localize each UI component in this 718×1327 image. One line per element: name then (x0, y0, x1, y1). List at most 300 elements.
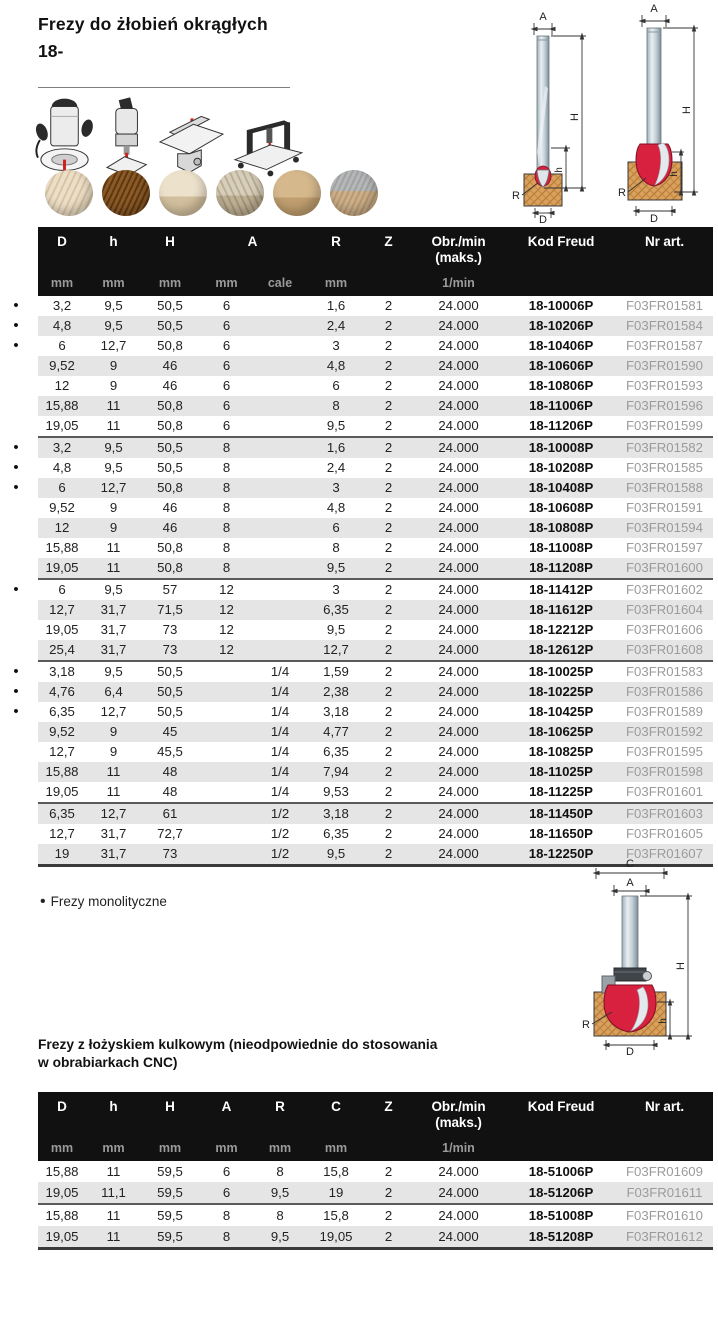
cell-kod: 18-10025P (528, 663, 594, 679)
cell-ac (254, 498, 306, 518)
cell-r: 3 (332, 337, 340, 353)
table-row (38, 376, 713, 396)
cell-rpm: 24.000 (438, 641, 479, 657)
cell-ac (254, 336, 306, 356)
monolithic-bullet-icon: • (13, 336, 19, 354)
cell-z: 2 (384, 439, 393, 455)
cell-am (199, 824, 254, 844)
cell-hh: 50,5 (157, 317, 183, 333)
cell-rpm: 24.000 (438, 825, 479, 841)
cell-hh: 50,5 (157, 683, 183, 699)
cell-am: 6 (222, 357, 231, 373)
cell-z: 2 (384, 621, 393, 637)
cell-r: 6 (332, 519, 340, 535)
section2-heading: Frezy z łożyskiem kulkowym (nieodpowiednie do stosowania w obrabiarkach CNC) (38, 1037, 438, 1070)
cell-nr: F03FR01606 (626, 621, 703, 637)
cell-kod: 18-10806P (528, 377, 594, 393)
cell-kod: 18-51206P (528, 1184, 594, 1200)
cell-hh: 59,5 (157, 1207, 183, 1223)
cell-ac (254, 458, 306, 478)
cell-ac: 1/2 (270, 845, 290, 861)
cell-d: 9,52 (49, 357, 75, 373)
col-c: C (331, 1099, 341, 1114)
unit-hh: mm (158, 1140, 182, 1155)
cell-z: 2 (384, 763, 393, 779)
col-hh: H (165, 234, 175, 249)
dim-label-H: H (569, 113, 581, 121)
cell-h: 11 (106, 397, 121, 413)
table-row (13, 702, 713, 722)
units-row (38, 276, 713, 290)
cell-nr: F03FR01611 (626, 1184, 703, 1200)
monolithic-bullet-icon: • (13, 702, 19, 720)
cell-a: 8 (222, 1228, 231, 1244)
cell-nr: F03FR01593 (626, 377, 703, 393)
cell-h: 9,5 (104, 459, 123, 475)
cell-ac: 1/2 (270, 825, 290, 841)
unit-rpm: 1/min (442, 1140, 475, 1155)
cell-d: 4,8 (52, 317, 72, 333)
cell-hh: 46 (162, 519, 178, 535)
cell-am (199, 682, 254, 702)
cell-hh: 50,5 (157, 297, 183, 313)
cell-rpm: 24.000 (438, 805, 479, 821)
cell-rpm: 24.000 (438, 783, 479, 799)
bearing-bits-table (38, 1092, 713, 1250)
table-row (13, 296, 713, 316)
cell-ac (254, 538, 306, 558)
cell-z: 2 (384, 1163, 393, 1179)
cell-r: 3,18 (323, 805, 349, 821)
cell-z: 2 (384, 519, 393, 535)
cell-hh: 73 (162, 641, 178, 657)
table-row (13, 336, 713, 356)
cell-nr: F03FR01584 (626, 317, 703, 333)
cell-kod: 18-10225P (528, 683, 594, 699)
table-row (38, 620, 713, 640)
dim-label-d: D (539, 214, 547, 224)
cell-kod: 18-11612P (529, 601, 593, 617)
cell-a: 8 (222, 1207, 231, 1223)
dim-label-d: D (650, 213, 658, 224)
cell-rpm: 24.000 (438, 559, 479, 575)
cell-rpm: 24.000 (438, 601, 479, 617)
cell-r: 6,35 (323, 825, 349, 841)
cell-am: 8 (222, 479, 231, 495)
cell-hh: 50,5 (157, 439, 183, 455)
monolithic-bullet-icon: • (13, 682, 19, 700)
cell-d: 12,7 (49, 743, 75, 759)
cell-d: 6 (58, 581, 66, 597)
cell-r: 3,18 (323, 703, 349, 719)
cell-z: 2 (384, 641, 393, 657)
table-row (38, 518, 713, 538)
cell-ac: 1/4 (270, 663, 290, 679)
trim-router-icon (103, 96, 150, 180)
cell-kod: 18-11206P (529, 417, 593, 433)
cell-hh: 61 (162, 805, 178, 821)
cell-rpm: 24.000 (438, 417, 479, 433)
cell-rpm: 24.000 (438, 683, 479, 699)
cell-z: 2 (384, 663, 393, 679)
cell-kod: 18-10208P (528, 459, 594, 475)
cell-r: 9,5 (270, 1184, 290, 1200)
col-d: D (57, 1099, 67, 1114)
cell-kod: 18-10425P (528, 703, 594, 719)
cell-rpm: 24.000 (438, 439, 479, 455)
cell-rpm: 24.000 (438, 459, 479, 475)
col-rpm: Obr./min (maks.) (431, 1099, 486, 1131)
cell-kod: 18-51006P (528, 1163, 594, 1179)
cell-nr: F03FR01586 (626, 683, 703, 699)
cell-rpm: 24.000 (438, 519, 479, 535)
cell-z: 2 (384, 377, 393, 393)
col-nr: Nr art. (644, 234, 685, 249)
cell-nr: F03FR01609 (626, 1163, 703, 1179)
cell-am: 6 (222, 337, 231, 353)
cell-h: 11 (106, 539, 121, 555)
cell-kod: 18-10008P (528, 439, 594, 455)
cell-h: 6,4 (104, 683, 123, 699)
dim-label-a: A (626, 877, 634, 889)
cell-z: 2 (384, 805, 393, 821)
cell-r: 2,4 (326, 459, 346, 475)
table-row (38, 356, 713, 376)
cell-z: 2 (384, 683, 393, 699)
router-table-icon (158, 102, 225, 180)
monolithic-bullet-icon: • (13, 478, 19, 496)
table-row (38, 782, 713, 804)
cell-z: 2 (384, 601, 393, 617)
cell-r: 9,5 (326, 845, 346, 861)
cell-d: 19,05 (45, 783, 79, 799)
cell-r: 2,38 (323, 683, 349, 699)
cell-ac (254, 316, 306, 336)
cell-kod: 18-10608P (528, 499, 594, 515)
cell-nr: F03FR01603 (626, 805, 703, 821)
cell-rpm: 24.000 (438, 663, 479, 679)
table-row (38, 416, 713, 438)
cell-nr: F03FR01587 (626, 337, 703, 353)
cell-h: 9 (109, 377, 118, 393)
unit-a-cale: cale (267, 275, 293, 290)
table-row (13, 316, 713, 336)
dim-label-r: R (512, 190, 520, 202)
cell-rpm: 24.000 (438, 1207, 479, 1223)
unit-hh: mm (158, 275, 182, 290)
cell-a: 6 (222, 1163, 231, 1179)
col-a: A (221, 1099, 232, 1114)
cell-h: 11 (106, 783, 121, 799)
cell-d: 15,88 (45, 1163, 79, 1179)
cell-rpm: 24.000 (438, 723, 479, 739)
col-nr: Nr art. (644, 1099, 685, 1114)
cell-kod: 18-10206P (528, 317, 594, 333)
table-row (38, 742, 713, 762)
cell-nr: F03FR01595 (626, 743, 703, 759)
cell-am: 12 (219, 621, 234, 637)
cell-hh: 71,5 (157, 601, 183, 617)
cell-rpm: 24.000 (438, 397, 479, 413)
cell-hh: 48 (162, 763, 178, 779)
cell-h: 9 (109, 357, 118, 373)
cell-am: 6 (222, 377, 231, 393)
cell-nr: F03FR01597 (626, 539, 703, 555)
laminated-board-swatch-icon (330, 170, 378, 216)
col-hh: H (165, 1099, 175, 1114)
cell-d: 19,05 (45, 1184, 79, 1200)
cell-h: 9 (109, 743, 118, 759)
cell-nr: F03FR01602 (626, 581, 703, 597)
plunge-router-icon (34, 94, 95, 180)
dim-label-H: H (675, 962, 687, 970)
cell-z: 2 (384, 479, 393, 495)
table-row (13, 662, 713, 682)
cell-am: 12 (219, 601, 234, 617)
cell-am: 12 (219, 641, 234, 657)
cell-ac (254, 356, 306, 376)
cell-rpm: 24.000 (438, 763, 479, 779)
cell-r: 9,5 (326, 621, 346, 637)
cell-kod: 18-11225P (529, 783, 593, 799)
hardwood-swatch-icon (102, 170, 150, 216)
page-title: Frezy do żłobień okrągłych (38, 14, 268, 34)
cell-nr: F03FR01591 (626, 499, 703, 515)
monolithic-note: • Frezy monolityczne (40, 893, 167, 910)
cell-am (199, 762, 254, 782)
cell-kod: 18-11008P (529, 539, 593, 555)
cell-h: 9 (109, 499, 118, 515)
groove-bits-table (13, 227, 713, 867)
cell-d: 19 (54, 845, 70, 861)
dim-label-h: h (554, 167, 565, 173)
cell-h: 9,5 (104, 439, 123, 455)
cell-ac (254, 518, 306, 538)
mdf-swatch-icon (273, 170, 321, 216)
cell-am (199, 742, 254, 762)
cell-h: 31,7 (100, 825, 127, 841)
cell-ac: 1/4 (270, 763, 290, 779)
cell-kod: 18-12612P (528, 641, 594, 657)
col-r: R (275, 1099, 285, 1114)
cell-r: 8 (276, 1163, 284, 1179)
cell-hh: 50,5 (157, 459, 183, 475)
table-row (38, 804, 713, 824)
cell-z: 2 (384, 539, 393, 555)
cell-z: 2 (384, 581, 393, 597)
cell-nr: F03FR01590 (626, 357, 703, 373)
cell-z: 2 (384, 357, 393, 373)
unit-r: mm (268, 1140, 292, 1155)
unit-r: mm (324, 275, 348, 290)
cell-ac: 1/4 (270, 743, 290, 759)
cell-am (199, 844, 254, 864)
cell-h: 31,7 (100, 621, 127, 637)
cell-h: 9,5 (104, 663, 123, 679)
cell-nr: F03FR01600 (626, 559, 703, 575)
cell-r: 12,7 (323, 641, 349, 657)
cell-z: 2 (384, 1228, 393, 1244)
cell-r: 1,6 (326, 297, 346, 313)
table-row (13, 580, 713, 600)
col-z: Z (384, 234, 393, 249)
cell-am: 12 (219, 581, 234, 597)
cell-r: 3 (332, 479, 340, 495)
cell-h: 11 (106, 559, 121, 575)
cell-d: 15,88 (45, 763, 79, 779)
cell-ac: 1/4 (270, 783, 290, 799)
cell-z: 2 (384, 743, 393, 759)
cell-nr: F03FR01596 (626, 397, 703, 413)
cell-h: 11 (106, 1228, 121, 1244)
cell-hh: 48 (162, 783, 178, 799)
cell-r: 4,8 (326, 357, 346, 373)
table-row (13, 438, 713, 458)
cell-h: 12,7 (100, 703, 127, 719)
table-row (38, 396, 713, 416)
cell-hh: 50,8 (157, 397, 183, 413)
table-row (38, 1161, 713, 1182)
cell-kod: 18-11412P (529, 581, 593, 597)
softwood-swatch-icon (45, 170, 93, 216)
cell-am: 6 (222, 317, 231, 333)
cell-h: 11 (106, 763, 121, 779)
unit-a-mm: mm (215, 275, 238, 290)
table-row (13, 682, 713, 702)
cell-hh: 46 (162, 357, 178, 373)
cell-ac: 1/4 (270, 703, 290, 719)
cell-rpm: 24.000 (438, 479, 479, 495)
cell-nr: F03FR01612 (626, 1228, 703, 1244)
monolithic-bullet-icon: • (13, 438, 19, 456)
cell-kod: 18-11208P (529, 559, 593, 575)
cell-r: 9,53 (323, 783, 349, 799)
cell-z: 2 (384, 1207, 393, 1223)
col-d: D (57, 234, 67, 249)
dim-label-H: H (681, 106, 693, 114)
cell-ac (254, 296, 306, 316)
cell-d: 15,88 (45, 1207, 79, 1223)
machine-icons (34, 92, 304, 180)
cell-rpm: 24.000 (438, 1184, 479, 1200)
series-number: 18- (38, 41, 64, 61)
cell-h: 9 (109, 723, 118, 739)
cell-nr: F03FR01598 (626, 763, 703, 779)
cell-ac: 1/2 (270, 805, 290, 821)
cell-d: 3,2 (52, 297, 72, 313)
cell-hh: 50,5 (157, 663, 183, 679)
unit-rpm: 1/min (442, 275, 475, 290)
cell-am: 6 (222, 297, 231, 313)
cell-hh: 50,8 (157, 559, 183, 575)
cell-kod: 18-12212P (528, 621, 594, 637)
cell-ac (254, 580, 306, 600)
cell-hh: 46 (162, 499, 178, 515)
table-row (38, 1226, 713, 1247)
bearing-bit-diagram (548, 856, 713, 1056)
col-r: R (331, 234, 341, 249)
cell-z: 2 (384, 499, 393, 515)
material-swatches (45, 170, 378, 216)
cell-nr: F03FR01604 (626, 601, 703, 617)
cell-kod: 18-10406P (528, 337, 594, 353)
cell-h: 11 (106, 1163, 121, 1179)
cell-nr: F03FR01594 (626, 519, 703, 535)
cell-z: 2 (384, 417, 393, 433)
col-a: A (247, 234, 258, 249)
cell-h: 9,5 (104, 581, 123, 597)
cell-hh: 59,5 (157, 1228, 183, 1244)
cell-kod: 18-51008P (528, 1207, 594, 1223)
table-row (38, 538, 713, 558)
cell-h: 12,7 (100, 805, 127, 821)
cell-d: 15,88 (45, 539, 79, 555)
cell-nr: F03FR01582 (626, 439, 703, 455)
cell-ac (254, 478, 306, 498)
cell-ac: 1/4 (270, 683, 290, 699)
cell-am (199, 804, 254, 824)
cell-d: 6,35 (49, 805, 75, 821)
cell-kod: 18-10825P (528, 743, 594, 759)
cell-d: 4,76 (49, 683, 75, 699)
cell-hh: 57 (162, 581, 178, 597)
dim-label-d: D (626, 1046, 634, 1056)
bullet-icon: • (40, 893, 46, 910)
cell-c: 19,05 (319, 1228, 353, 1244)
cell-r: 9,5 (326, 559, 346, 575)
cell-ac (254, 376, 306, 396)
cell-rpm: 24.000 (438, 1228, 479, 1244)
table-row (38, 558, 713, 580)
table-row (13, 478, 713, 498)
monolithic-bullet-icon: • (13, 662, 19, 680)
col-rpm: Obr./min (maks.) (431, 234, 486, 266)
cell-h: 11 (106, 417, 121, 433)
cell-rpm: 24.000 (438, 499, 479, 515)
cell-ac (254, 416, 306, 436)
cell-kod: 18-10808P (528, 519, 594, 535)
cell-nr: F03FR01599 (626, 417, 703, 433)
unit-h: mm (102, 1140, 125, 1155)
cell-d: 3,18 (49, 663, 75, 679)
monolithic-bullet-icon: • (13, 296, 19, 314)
cell-d: 12,7 (49, 601, 75, 617)
cell-ac (254, 620, 306, 640)
dim-label-h: h (658, 1018, 669, 1024)
chipboard-swatch-icon (216, 170, 264, 216)
cell-hh: 50,8 (157, 417, 183, 433)
cell-rpm: 24.000 (438, 581, 479, 597)
cell-rpm: 24.000 (438, 357, 479, 373)
col-kod: Kod Freud (527, 234, 595, 249)
cell-h: 31,7 (100, 601, 127, 617)
cell-kod: 18-11006P (529, 397, 593, 413)
cell-nr: F03FR01581 (626, 297, 703, 313)
cell-am: 8 (222, 539, 231, 555)
cell-nr: F03FR01601 (626, 783, 703, 799)
dim-label-h: h (669, 171, 680, 177)
cell-kod: 18-51208P (528, 1228, 594, 1244)
cell-z: 2 (384, 1184, 393, 1200)
cell-kod: 18-12250P (528, 845, 594, 861)
cell-h: 12,7 (100, 479, 127, 495)
cell-d: 19,05 (45, 621, 79, 637)
cell-d: 6,35 (49, 703, 75, 719)
cell-nr: F03FR01610 (626, 1207, 703, 1223)
cell-rpm: 24.000 (438, 317, 479, 333)
col-kod: Kod Freud (527, 1099, 595, 1114)
cell-z: 2 (384, 317, 393, 333)
